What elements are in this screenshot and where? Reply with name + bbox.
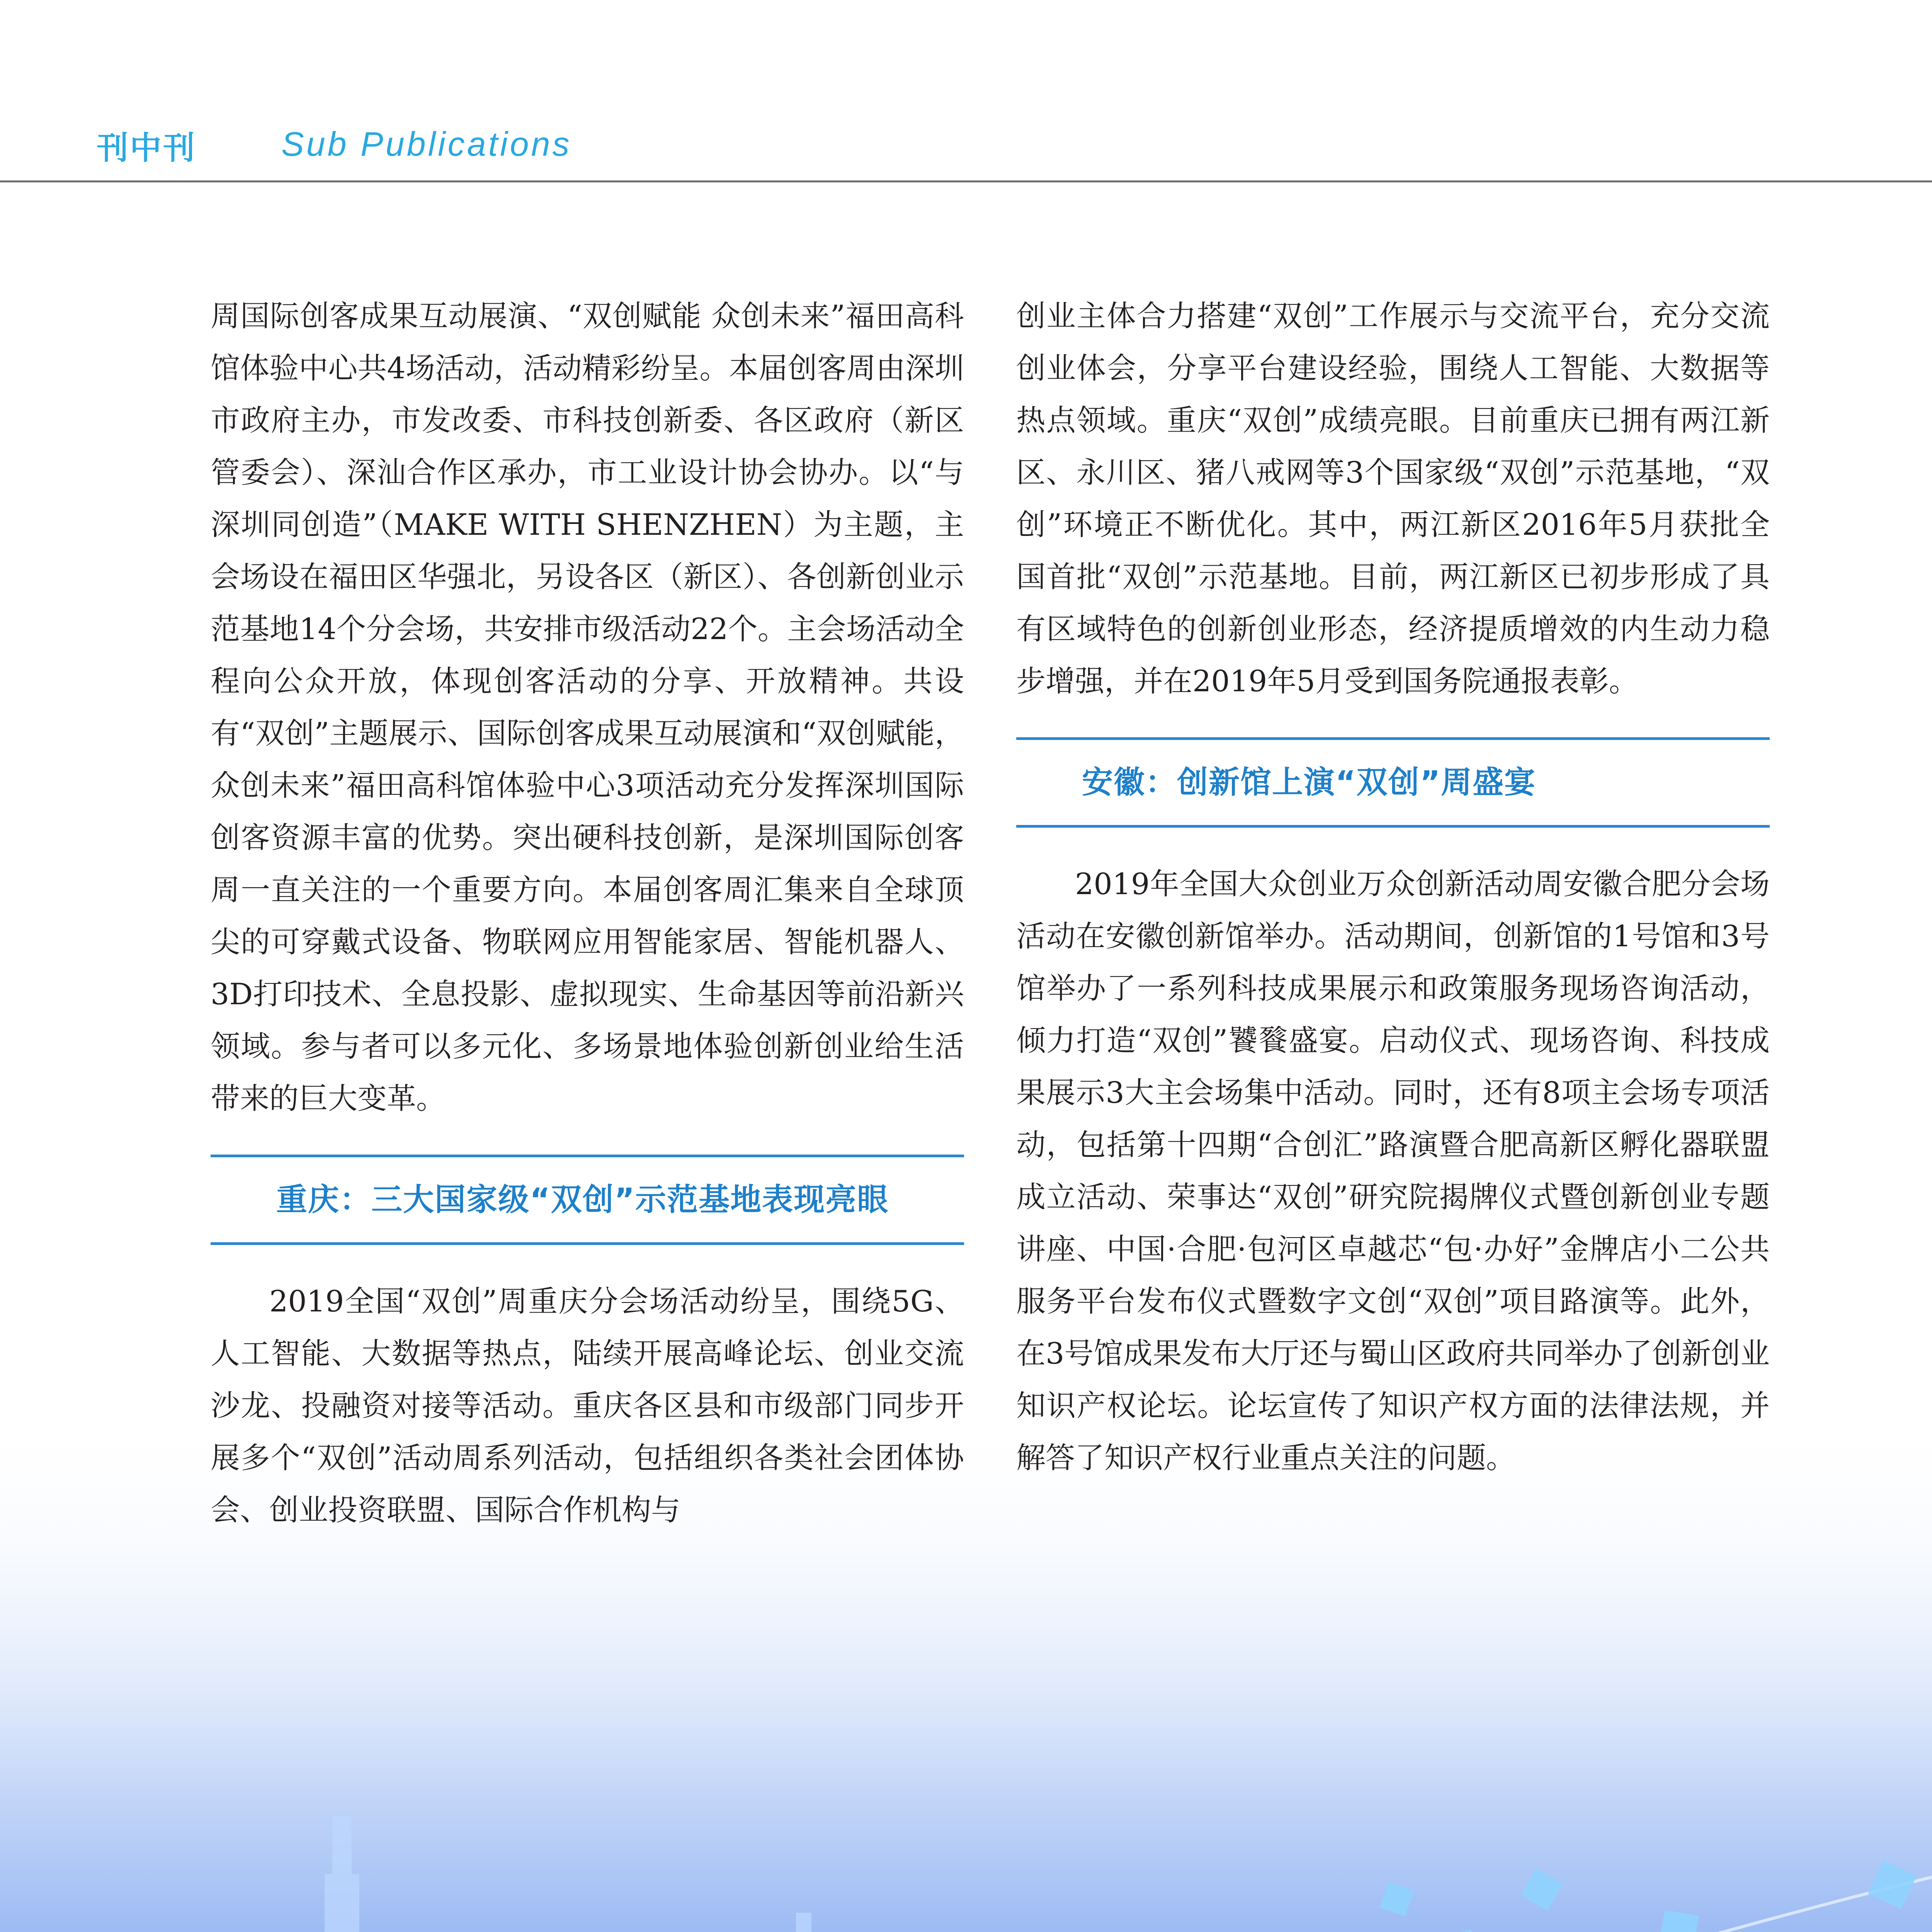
right-column: [1016, 290, 1770, 1484]
section-rule-bottom: [211, 1242, 964, 1245]
section-header-anhui: [1016, 737, 1770, 828]
section-label-cn: 刊中刊: [97, 130, 197, 167]
left-paragraph-2: 2019全国“双创”周重庆分会场活动纷呈，围绕5G、人工智能、大数据等热点，陆续开展高峰论坛、创业交流沙龙、投融资对接等活动。重庆各区县和市级部门同步开展多个“双创”活动周系列活动，包括组织各类社会团体协会、创业投资联盟、国际合作机构与: [211, 1284, 964, 1527]
header-divider: [0, 180, 1932, 182]
section-title-anhui: 安徽：创新馆上演“双创”周盛宴: [1082, 764, 1536, 800]
section-label-en: Sub Publications: [281, 125, 572, 163]
left-paragraph-1: 周国际创客成果互动展演、“双创赋能 众创未来”福田高科馆体验中心共4场活动，活动精彩纷呈。本届创客周由深圳市政府主办，市发改委、市科技创新委、各区政府（新区管委会）、深汕合作区承办，市工业设计协会协办。以“与深圳同创造”（MAKE WITH SHENZHEN）为主题，主会场设在福田区华强北，另设各区（新区）、各创新创业示范基地14个分会场，共安排市级活动22个。主会场活动全程向公众开放，体现创客活动的分享、开放精神。共设有“双创”主题展示、国际创客成果互动展演和“双创赋能，众创未来”福田高科馆体验中心3项活动充分发挥深圳国际创客资源丰富的优势。突出硬科技创新，是深圳国际创客周一直关注的一个重要方向。本届创客周汇集来自全球顶尖的可穿戴式设备、物联网应用智能家居、智能机器人、3D打印技术、全息投影、虚拟现实、生命基因等前沿新兴领域。参与者可以多元化、多场景地体验创新创业给生活带来的巨大变革。: [211, 299, 964, 1116]
right-paragraph-2: 2019年全国大众创业万众创新活动周安徽合肥分会场活动在安徽创新馆举办。活动期间，创新馆的1号馆和3号馆举办了一系列科技成果展示和政策服务现场咨询活动，倾力打造“双创”饕餮盛宴。启动仪式、现场咨询、科技成果展示3大主会场集中活动。同时，还有8项主会场专项活动，包括第十四期“合创汇”路演暨合肥高新区孵化器联盟成立活动、荣事达“双创”研究院揭牌仪式暨创新创业专题讲座、中国·合肥·包河区卓越芯“包·办好”金牌店小二公共服务平台发布仪式暨数字文创“双创”项目路演等。此外，在3号馆成果发布大厅还与蜀山区政府共同举办了创新创业知识产权论坛。论坛宣传了知识产权方面的法律法规，并解答了知识产权行业重点关注的问题。: [1016, 867, 1770, 1475]
section-rule-top: [211, 1155, 964, 1157]
section-rule-top: [1016, 737, 1770, 740]
right-paragraph-1: 创业主体合力搭建“双创”工作展示与交流平台，充分交流创业体会，分享平台建设经验，围绕人工智能、大数据等热点领域。重庆“双创”成绩亮眼。目前重庆已拥有两江新区、永川区、猪八戒网等3个国家级“双创”示范基地，“双创”环境正不断优化。其中，两江新区2016年5月获批全国首批“双创”示范基地。目前，两江新区已初步形成了具有区域特色的创新创业形态，经济提质增效的内生动力稳步增强，并在2019年5月受到国务院通报表彰。: [1016, 299, 1770, 698]
section-rule-bottom: [1016, 825, 1770, 828]
section-header-chongqing: [211, 1155, 964, 1245]
section-title-chongqing: 重庆：三大国家级“双创”示范基地表现亮眼: [276, 1182, 889, 1218]
left-column: [211, 290, 964, 1536]
